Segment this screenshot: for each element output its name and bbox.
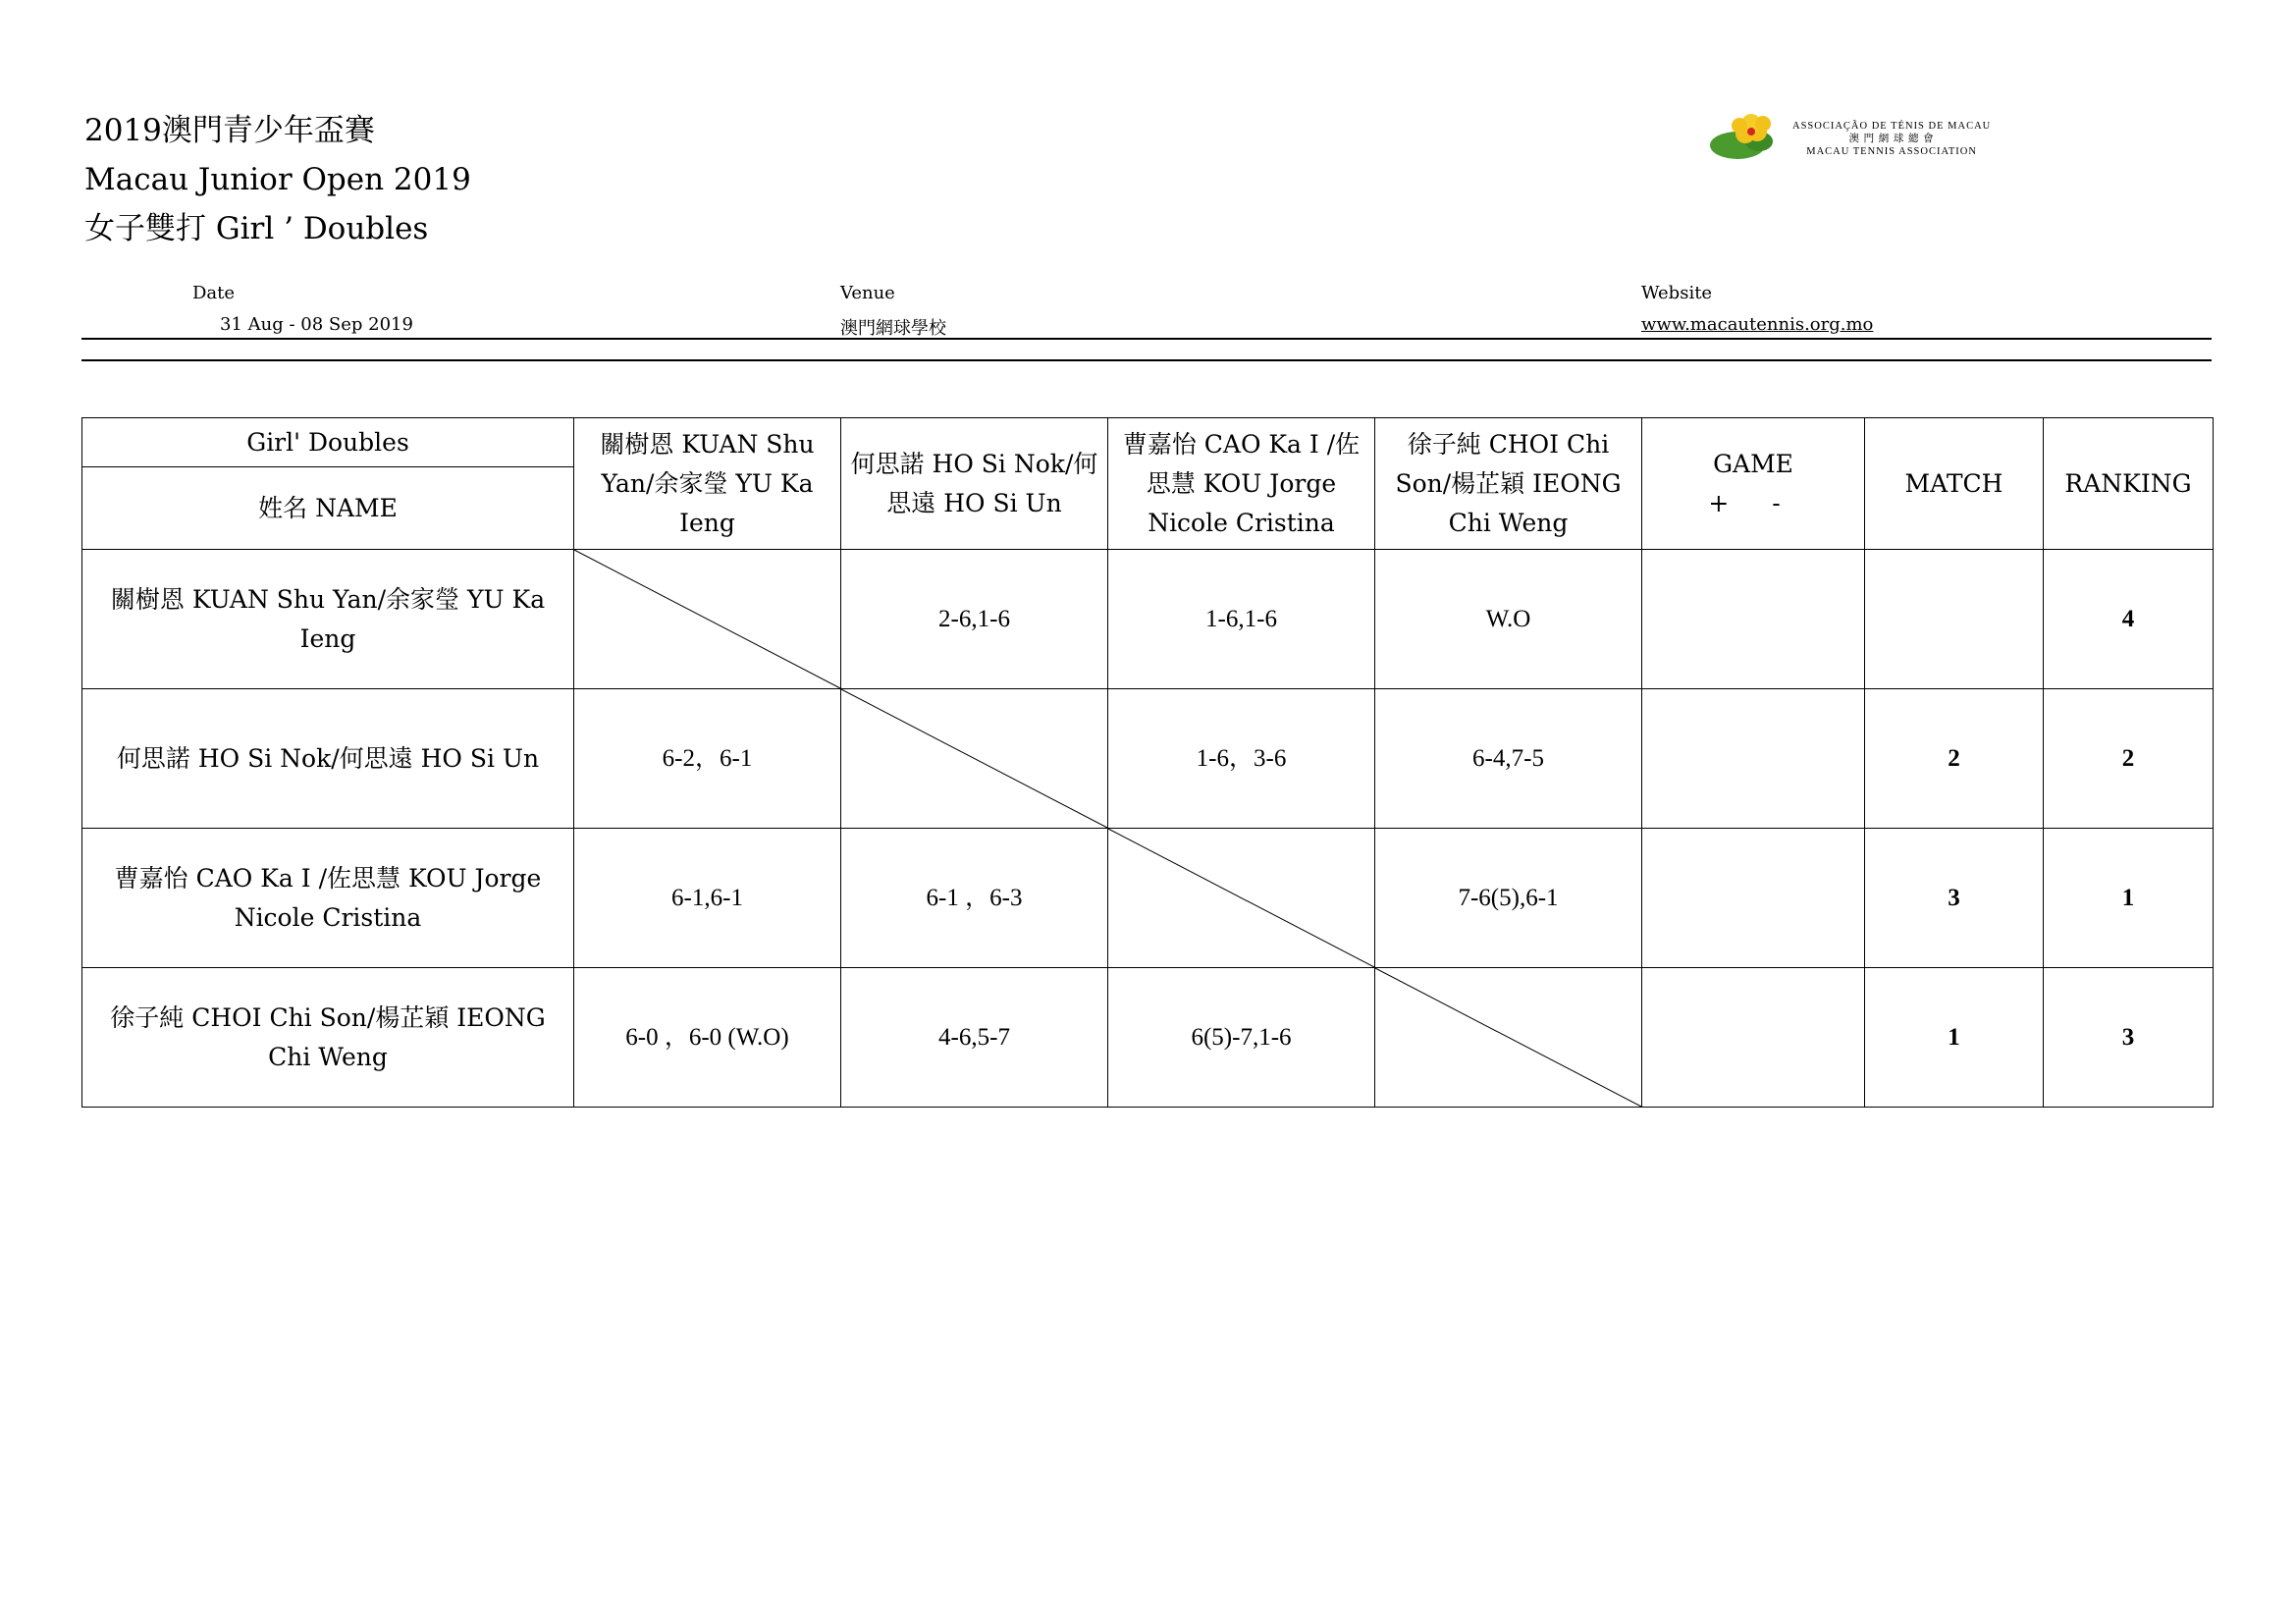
player-name: 何思諾 HO Si Nok/何思遠 HO Si Un [82,689,574,829]
score-cell: 6-2，6-1 [574,689,841,829]
score-cell: W.O [1375,550,1642,689]
self-match-cell [1108,829,1375,968]
score-cell: 6(5)-7,1-6 [1108,968,1375,1108]
table-row [82,550,2214,689]
match-cell: 2 [1865,689,2044,829]
score-cell: 7-6(5),6-1 [1375,829,1642,968]
header-rule-2 [81,359,2212,361]
score-cell: 4-6,5-7 [841,968,1108,1108]
event-title: 女子雙打 Girl ’ Doubles [84,211,429,246]
score-cell: 6-1,6-1 [574,829,841,968]
venue-value: 澳門網球學校 [840,318,946,339]
ranking-header: RANKING [2044,418,2214,550]
date-value: 31 Aug - 08 Sep 2019 [220,314,413,335]
column-header-2: 何思諾 HO Si Nok/何思遠 HO Si Un [841,418,1108,550]
table-row [82,829,2214,968]
header-rule [81,338,2212,340]
logo-line-en: MACAU TENNIS ASSOCIATION [1806,146,1977,157]
game-sub-label: + - [1708,488,1798,517]
game-label: GAME [1713,449,1793,478]
flower-logo-icon [1708,110,1790,165]
score-cell: 6-1 ，6-3 [841,829,1108,968]
column-header-4: 徐子純 CHOI Chi Son/楊芷穎 IEONG Chi Weng [1375,418,1642,550]
date-label: Date [192,283,236,303]
table-row [82,689,2214,829]
association-logo [1708,110,2022,165]
score-cell: 6-4,7-5 [1375,689,1642,829]
game-cell [1642,550,1865,689]
corner-header-bottom: 姓名 NAME [82,467,574,550]
logo-line-pt: ASSOCIAÇÃO DE TÉNIS DE MACAU [1792,121,1992,132]
ranking-cell: 2 [2044,689,2214,829]
score-cell: 1-6，3-6 [1108,689,1375,829]
ranking-cell: 4 [2044,550,2214,689]
self-match-cell [841,689,1108,829]
player-name: 曹嘉怡 CAO Ka I /佐思慧 KOU Jorge Nicole Cristina [82,829,574,968]
column-header-3: 曹嘉怡 CAO Ka I /佐思慧 KOU Jorge Nicole Cristina [1108,418,1375,550]
player-name: 關樹恩 KUAN Shu Yan/余家瑩 YU Ka Ieng [82,550,574,689]
game-cell [1642,968,1865,1108]
column-header-1: 關樹恩 KUAN Shu Yan/余家瑩 YU Ka Ieng [574,418,841,550]
venue-label: Venue [840,283,895,303]
website-label: Website [1641,283,1713,303]
score-cell: 1-6,1-6 [1108,550,1375,689]
game-cell [1642,689,1865,829]
self-match-cell [574,550,841,689]
score-cell: 2-6,1-6 [841,550,1108,689]
title-en: Macau Junior Open 2019 [84,162,471,197]
match-cell: 3 [1865,829,2044,968]
title-zh: 2019澳門青少年盃賽 [84,113,375,148]
logo-text [1792,120,1991,158]
player-name: 徐子純 CHOI Chi Son/楊芷穎 IEONG Chi Weng [82,968,574,1108]
table-row [82,968,2214,1108]
score-cell: 6-0 ，6-0 (W.O) [574,968,841,1108]
logo-line-zh: 澳 門 網 球 總 會 [1848,134,1935,144]
game-cell [1642,829,1865,968]
match-cell [1865,550,2044,689]
self-match-cell [1375,968,1642,1108]
game-header [1642,418,1865,550]
match-cell: 1 [1865,968,2044,1108]
match-header: MATCH [1865,418,2044,550]
results-table [81,417,2214,1108]
website-link[interactable]: www.macautennis.org.mo [1641,314,1874,335]
ranking-cell: 1 [2044,829,2214,968]
ranking-cell: 3 [2044,968,2214,1108]
corner-header-top: Girl' Doubles [82,418,574,467]
